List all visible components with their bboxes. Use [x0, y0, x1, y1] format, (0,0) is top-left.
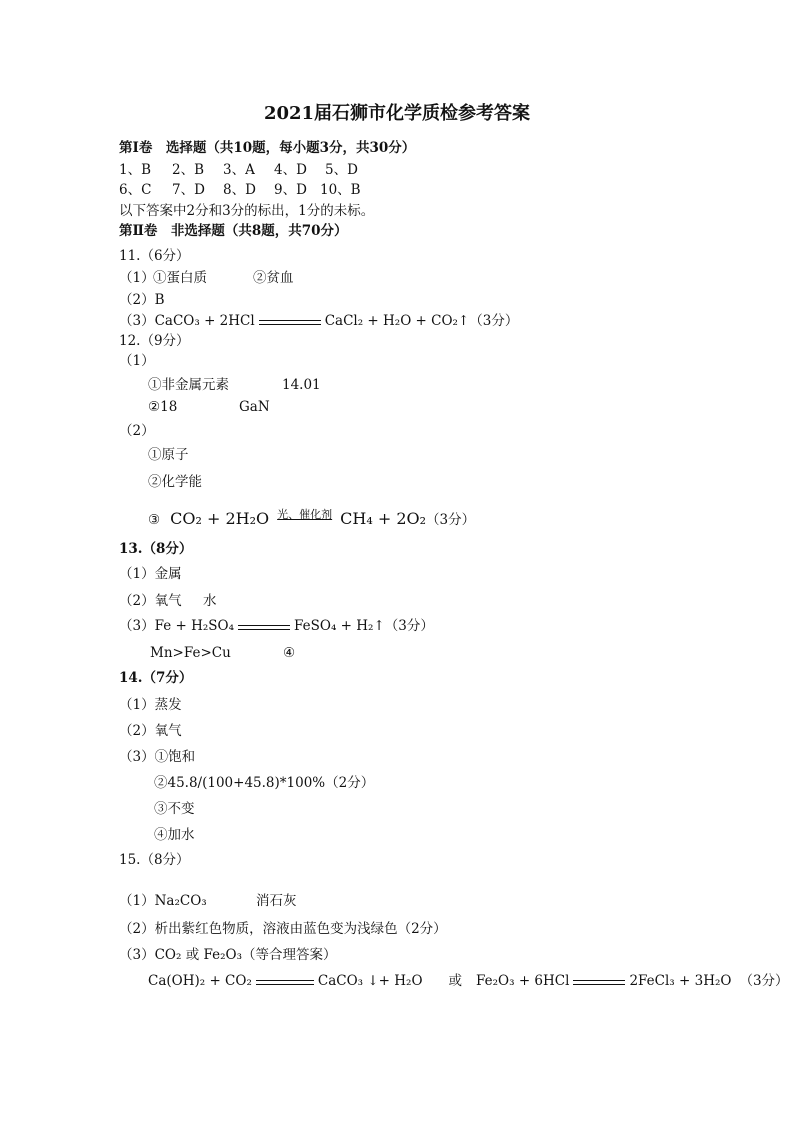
q12-p2-c-score: （3分） [426, 512, 476, 528]
q15-p1-b: 消石灰 [256, 893, 297, 909]
q13-number: 13.（8分） [119, 541, 193, 557]
q12-p1-b: ②18 [148, 399, 178, 415]
page-title: 2021届石狮市化学质检参考答案 [263, 103, 531, 124]
answer-2: 2、B [172, 162, 205, 178]
q12-p1-label: （1） [119, 353, 155, 369]
answer-6: 6、C [119, 182, 152, 198]
q12-p2-c-condition: 光、催化剂 [277, 508, 333, 521]
q15-number: 15.（8分） [119, 852, 190, 868]
part1-heading: 第Ⅰ卷 选择题（共10题，每小题3分，共30分） [119, 140, 416, 156]
q11-p2: （2）B [119, 292, 165, 308]
q14-p3: （3）①饱和 [119, 749, 196, 765]
q11-p1-label: （1） [119, 270, 155, 286]
q15-p4-or: 或 [448, 973, 463, 989]
q11-p3-label: （3） [119, 313, 155, 329]
q13-p4-a: Mn>Fe>Cu [150, 645, 231, 661]
q12-p2-c-right: CH₄ + 2O₂ [340, 509, 427, 528]
q12-p1-b-value: GaN [239, 399, 270, 415]
q12-number: 12.（9分） [119, 333, 190, 349]
q14-p3-c: ③不变 [154, 801, 195, 817]
answer-7: 7、D [172, 182, 205, 198]
q13-p3-score: （3分） [384, 618, 434, 634]
q14-p3-d: ④加水 [154, 827, 195, 843]
q15-p4-eq1-left: Ca(OH)₂ + CO₂ [148, 973, 252, 989]
answer-9: 9、D [274, 182, 307, 198]
q12-p2-b: ②化学能 [148, 474, 202, 490]
q12-p1-a: ①非金属元素 [148, 377, 229, 393]
equals-sign-icon [238, 620, 290, 634]
q13-p3 [119, 618, 434, 634]
q12-p1-a-value: 14.01 [282, 377, 321, 393]
q13-p4-b: ④ [283, 645, 296, 661]
score-note: 以下答案中2分和3分的标出，1分的未标。 [119, 203, 375, 219]
equals-sign-icon [573, 975, 625, 989]
q11-p1-b: ②贫血 [253, 270, 294, 286]
q14-number: 14.（7分） [119, 670, 193, 686]
q12-p2-label: （2） [119, 423, 155, 439]
q13-p2-label: （2）氧气 [119, 593, 182, 609]
q14-p2: （2）氧气 [119, 723, 182, 739]
q14-p3-b: ②45.8/(100+45.8)*100%（2分） [154, 775, 375, 791]
q15-p1-label: （1）Na₂CO₃ [119, 893, 207, 909]
q15-p2: （2）析出紫红色物质，溶液由蓝色变为浅绿色（2分） [119, 921, 447, 937]
q12-p2-c-left: CO₂ + 2H₂O [170, 509, 270, 528]
q12-p2-a: ①原子 [148, 447, 189, 463]
q15-p4 [148, 973, 789, 989]
answer-3: 3、A [223, 162, 255, 178]
q11-p1-a: ①蛋白质 [153, 270, 207, 286]
q15-p4-eq1-right: CaCO₃ ↓+ H₂O [317, 973, 423, 989]
q12-p2-c [148, 507, 475, 528]
q15-p3: （3）CO₂ 或 Fe₂O₃（等合理答案） [119, 947, 337, 963]
equals-sign-icon [256, 975, 314, 989]
q13-p2-b: 水 [203, 593, 217, 609]
answer-5: 5、D [325, 162, 358, 178]
part2-heading: 第Ⅱ卷 非选择题（共8题，共70分） [119, 223, 348, 239]
q11-p3-eq-left: CaCO₃ + 2HCl [154, 313, 255, 329]
q13-p1: （1）金属 [119, 566, 182, 582]
q13-p3-eq-right: FeSO₄ + H₂↑ [294, 618, 385, 634]
q15-p4-eq2-left: Fe₂O₃ + 6HCl [476, 973, 570, 989]
answer-8: 8、D [223, 182, 256, 198]
q13-p3-label: （3） [119, 618, 155, 634]
q15-p4-score: （3分） [739, 973, 789, 989]
q12-p2-c-mark: ③ [148, 512, 161, 528]
answer-1: 1、B [119, 162, 152, 178]
q14-p1: （1）蒸发 [119, 697, 182, 713]
q15-p4-eq2-right: 2FeCl₃ + 3H₂O [629, 973, 732, 989]
answer-4: 4、D [274, 162, 307, 178]
answer-10: 10、B [320, 182, 361, 198]
q11-number: 11.（6分） [119, 248, 190, 264]
equals-sign-icon [259, 315, 321, 329]
q11-p3-eq-right: CaCl₂ + H₂O + CO₂↑ [324, 313, 470, 329]
q11-p3-score: （3分） [469, 313, 519, 329]
q13-p3-eq-left: Fe + H₂SO₄ [154, 618, 235, 634]
q11-p3 [119, 313, 518, 329]
